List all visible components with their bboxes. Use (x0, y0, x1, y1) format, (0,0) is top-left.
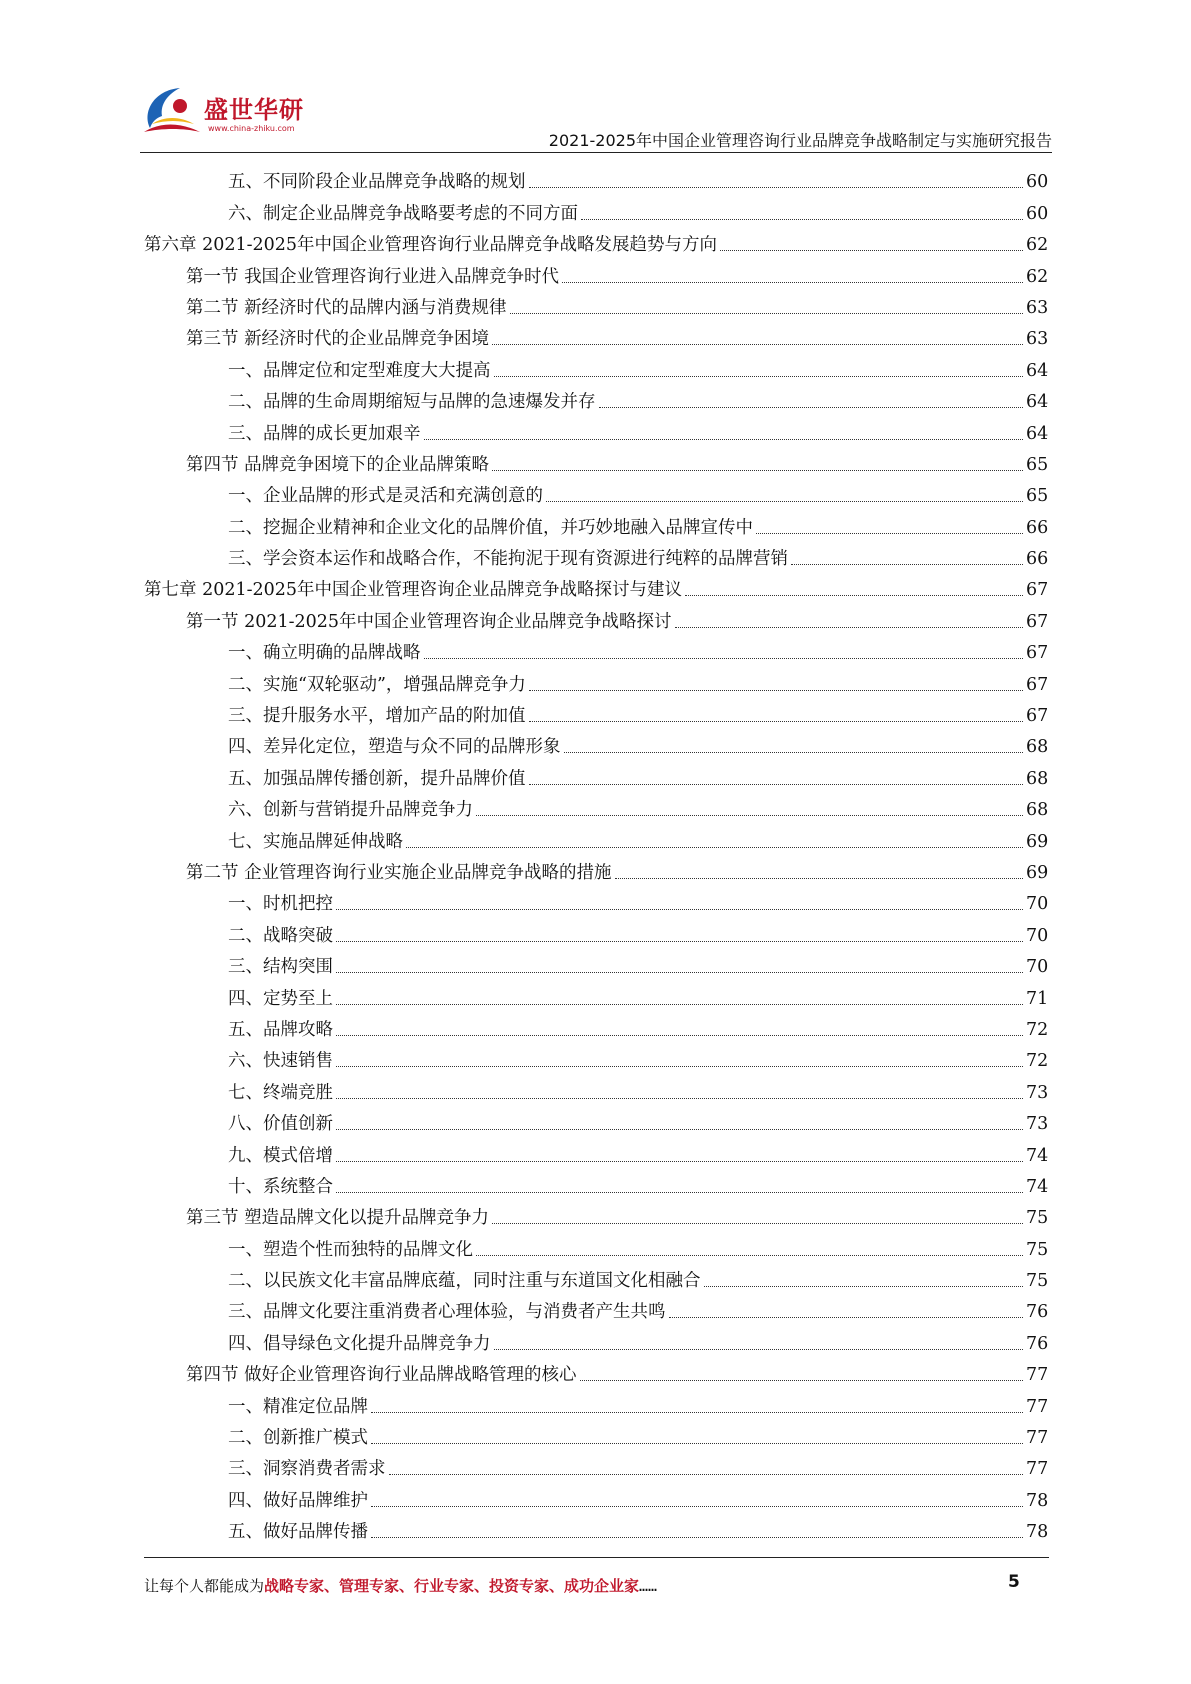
toc-dot-leader (336, 1129, 1023, 1130)
table-of-contents (144, 162, 1048, 1543)
toc-entry[interactable] (144, 570, 1048, 601)
toc-entry[interactable] (144, 727, 1048, 758)
toc-entry-title: 三、提升服务水平，增加产品的附加值 (228, 706, 526, 727)
logo-url: www.china-zhiku.com (208, 124, 295, 133)
toc-entry-title: 二、战略突破 (228, 925, 333, 946)
toc-entry[interactable] (144, 319, 1048, 350)
toc-entry[interactable] (144, 1292, 1048, 1323)
toc-entry-title: 六、制定企业品牌竞争战略要考虑的不同方面 (228, 203, 578, 224)
toc-entry[interactable] (144, 1198, 1048, 1229)
toc-entry[interactable] (144, 1072, 1048, 1103)
toc-entry-title: 第三节 塑造品牌文化以提升品牌竞争力 (186, 1208, 490, 1229)
toc-dot-leader (510, 313, 1023, 314)
toc-entry-page: 67 (1026, 674, 1049, 695)
toc-entry[interactable] (144, 1512, 1048, 1543)
toc-entry-page: 68 (1026, 737, 1049, 758)
toc-entry[interactable] (144, 978, 1048, 1009)
footer-slogan (144, 1575, 657, 1596)
toc-entry-page: 77 (1026, 1428, 1049, 1449)
toc-entry-page: 75 (1026, 1208, 1049, 1229)
toc-dot-leader (720, 250, 1023, 251)
header-divider (140, 152, 1052, 153)
toc-dot-leader (669, 1317, 1024, 1318)
toc-entry[interactable] (144, 696, 1048, 727)
toc-entry-page: 65 (1026, 454, 1049, 475)
toc-dot-leader (476, 815, 1023, 816)
toc-dot-leader (546, 501, 1023, 502)
toc-entry-title: 四、差异化定位，塑造与众不同的品牌形象 (228, 737, 561, 758)
toc-dot-leader (685, 595, 1023, 596)
footer-slogan-prefix: 让每个人都能成为 (144, 1577, 265, 1595)
company-logo (140, 82, 330, 146)
toc-dot-leader (406, 847, 1023, 848)
toc-entry-title: 一、品牌定位和定型难度大大提高 (228, 360, 491, 381)
toc-entry-title: 十、系统整合 (228, 1176, 333, 1197)
toc-dot-leader (371, 1506, 1023, 1507)
toc-dot-leader (336, 1161, 1023, 1162)
toc-entry[interactable] (144, 162, 1048, 193)
toc-entry[interactable] (144, 1041, 1048, 1072)
toc-entry-page: 66 (1026, 517, 1049, 538)
toc-dot-leader (494, 1349, 1024, 1350)
toc-entry-title: 五、做好品牌传播 (228, 1522, 368, 1543)
footer-divider (144, 1557, 1049, 1558)
toc-entry-page: 69 (1026, 862, 1049, 883)
toc-entry-title: 第一节 2021-2025年中国企业管理咨询企业品牌竞争战略探讨 (186, 611, 672, 632)
toc-entry[interactable] (144, 225, 1048, 256)
toc-entry-title: 二、以民族文化丰富品牌底蕴，同时注重与东道国文化相融合 (228, 1271, 701, 1292)
toc-entry-page: 72 (1026, 1019, 1049, 1040)
toc-entry-page: 67 (1026, 706, 1049, 727)
toc-entry[interactable] (144, 1418, 1048, 1449)
toc-entry-title: 一、精准定位品牌 (228, 1396, 368, 1417)
toc-dot-leader (371, 1443, 1023, 1444)
toc-entry-title: 九、模式倍增 (228, 1145, 333, 1166)
toc-dot-leader (336, 1004, 1023, 1005)
toc-entry-page: 65 (1026, 486, 1049, 507)
toc-entry[interactable] (144, 1449, 1048, 1480)
toc-dot-leader (336, 1098, 1023, 1099)
toc-entry-page: 78 (1026, 1522, 1049, 1543)
toc-dot-leader (336, 941, 1023, 942)
toc-entry-title: 二、创新推广模式 (228, 1428, 368, 1449)
toc-entry[interactable] (144, 507, 1048, 538)
toc-entry[interactable] (144, 1355, 1048, 1386)
toc-dot-leader (424, 658, 1024, 659)
toc-entry[interactable] (144, 1104, 1048, 1135)
toc-entry[interactable] (144, 1135, 1048, 1166)
toc-entry[interactable] (144, 664, 1048, 695)
toc-entry-page: 64 (1026, 360, 1049, 381)
toc-dot-leader (336, 1035, 1023, 1036)
toc-entry-page: 73 (1026, 1114, 1049, 1135)
toc-dot-leader (704, 1286, 1024, 1287)
toc-entry[interactable] (144, 1480, 1048, 1511)
toc-entry-title: 一、企业品牌的形式是灵活和充满创意的 (228, 486, 543, 507)
toc-dot-leader (336, 972, 1023, 973)
toc-dot-leader (336, 909, 1023, 910)
toc-dot-leader (371, 1537, 1023, 1538)
toc-entry-page: 64 (1026, 423, 1049, 444)
toc-dot-leader (562, 282, 1023, 283)
page-number: 5 (1008, 1572, 1020, 1592)
toc-entry[interactable] (144, 1261, 1048, 1292)
toc-entry-page: 78 (1026, 1490, 1049, 1511)
toc-entry-page: 62 (1026, 235, 1049, 256)
toc-entry-title: 一、确立明确的品牌战略 (228, 643, 421, 664)
toc-dot-leader (424, 439, 1024, 440)
toc-entry[interactable] (144, 601, 1048, 632)
toc-entry-page: 75 (1026, 1271, 1049, 1292)
toc-entry-title: 五、加强品牌传播创新，提升品牌价值 (228, 768, 526, 789)
toc-entry-title: 五、品牌攻略 (228, 1019, 333, 1040)
toc-entry-title: 三、洞察消费者需求 (228, 1459, 386, 1480)
toc-entry-page: 75 (1026, 1239, 1049, 1260)
toc-entry-title: 四、做好品牌维护 (228, 1490, 368, 1511)
toc-entry-page: 67 (1026, 643, 1049, 664)
toc-dot-leader (675, 627, 1023, 628)
toc-entry-title: 二、挖掘企业精神和企业文化的品牌价值，并巧妙地融入品牌宣传中 (228, 517, 753, 538)
toc-entry[interactable] (144, 1323, 1048, 1354)
toc-entry-title: 一、塑造个性而独特的品牌文化 (228, 1239, 473, 1260)
toc-entry-title: 第二节 企业管理咨询行业实施企业品牌竞争战略的措施 (186, 862, 612, 883)
toc-entry-page: 63 (1026, 329, 1049, 350)
toc-entry-page: 68 (1026, 768, 1049, 789)
toc-entry[interactable] (144, 633, 1048, 664)
toc-entry-page: 77 (1026, 1459, 1049, 1480)
toc-entry-title: 五、不同阶段企业品牌竞争战略的规划 (228, 172, 526, 193)
toc-dot-leader (476, 1255, 1023, 1256)
toc-entry[interactable] (144, 256, 1048, 287)
toc-entry-page: 60 (1026, 203, 1049, 224)
toc-entry[interactable] (144, 1010, 1048, 1041)
toc-entry[interactable] (144, 1386, 1048, 1417)
toc-dot-leader (371, 1412, 1023, 1413)
toc-entry-title: 三、品牌文化要注重消费者心理体验，与消费者产生共鸣 (228, 1302, 666, 1323)
toc-dot-leader (492, 1223, 1023, 1224)
toc-entry-page: 67 (1026, 611, 1049, 632)
footer-slogan-suffix: …… (639, 1577, 658, 1595)
toc-dot-leader (581, 219, 1023, 220)
toc-entry[interactable] (144, 288, 1048, 319)
toc-dot-leader (529, 784, 1024, 785)
logo-name: 盛世华研 (204, 96, 304, 124)
toc-dot-leader (336, 1192, 1023, 1193)
toc-entry-title: 第二节 新经济时代的品牌内涵与消费规律 (186, 297, 507, 318)
toc-entry[interactable] (144, 884, 1048, 915)
toc-entry-title: 第四节 做好企业管理咨询行业品牌战略管理的核心 (186, 1365, 577, 1386)
toc-entry[interactable] (144, 758, 1048, 789)
toc-entry[interactable] (144, 1167, 1048, 1198)
toc-entry-page: 74 (1026, 1145, 1049, 1166)
toc-entry-page: 77 (1026, 1396, 1049, 1417)
toc-entry-title: 三、学会资本运作和战略合作，不能拘泥于现有资源进行纯粹的品牌营销 (228, 549, 788, 570)
toc-dot-leader (336, 1066, 1023, 1067)
toc-dot-leader (564, 752, 1024, 753)
toc-dot-leader (580, 1380, 1023, 1381)
toc-entry-page: 68 (1026, 800, 1049, 821)
toc-dot-leader (492, 470, 1023, 471)
toc-entry-page: 63 (1026, 297, 1049, 318)
toc-entry-page: 70 (1026, 925, 1049, 946)
toc-entry-title: 二、实施“双轮驱动”，增强品牌竞争力 (228, 674, 526, 695)
footer-slogan-highlight: 战略专家、管理专家、行业专家、投资专家、成功企业家 (264, 1577, 640, 1595)
toc-entry-title: 六、快速销售 (228, 1051, 333, 1072)
toc-entry-title: 第六章 2021-2025年中国企业管理咨询行业品牌竞争战略发展趋势与方向 (144, 235, 718, 256)
toc-entry-page: 70 (1026, 957, 1049, 978)
toc-dot-leader (492, 344, 1023, 345)
toc-entry-title: 第四节 品牌竞争困境下的企业品牌策略 (186, 454, 490, 475)
toc-entry[interactable] (144, 476, 1048, 507)
toc-dot-leader (756, 533, 1023, 534)
toc-entry-title: 六、创新与营销提升品牌竞争力 (228, 800, 473, 821)
toc-dot-leader (615, 878, 1023, 879)
toc-entry-page: 62 (1026, 266, 1049, 287)
toc-entry-title: 三、结构突围 (228, 957, 333, 978)
toc-entry[interactable] (144, 350, 1048, 381)
toc-entry[interactable] (144, 445, 1048, 476)
toc-dot-leader (389, 1474, 1024, 1475)
toc-entry-title: 一、时机把控 (228, 894, 333, 915)
toc-entry-page: 70 (1026, 894, 1049, 915)
toc-entry-page: 77 (1026, 1365, 1049, 1386)
toc-entry-page: 74 (1026, 1176, 1049, 1197)
toc-entry-title: 三、品牌的成长更加艰辛 (228, 423, 421, 444)
toc-entry-title: 四、倡导绿色文化提升品牌竞争力 (228, 1333, 491, 1354)
toc-entry[interactable] (144, 790, 1048, 821)
toc-entry-title: 第一节 我国企业管理咨询行业进入品牌竞争时代 (186, 266, 560, 287)
toc-entry[interactable] (144, 382, 1048, 413)
toc-dot-leader (529, 721, 1024, 722)
toc-entry-title: 七、实施品牌延伸战略 (228, 831, 403, 852)
toc-entry-page: 64 (1026, 392, 1049, 413)
toc-entry[interactable] (144, 853, 1048, 884)
toc-entry-title: 八、价值创新 (228, 1114, 333, 1135)
toc-entry[interactable] (144, 539, 1048, 570)
toc-entry-page: 76 (1026, 1302, 1049, 1323)
toc-entry-page: 76 (1026, 1333, 1049, 1354)
toc-entry[interactable] (144, 947, 1048, 978)
toc-entry-page: 67 (1026, 580, 1049, 601)
toc-entry[interactable] (144, 193, 1048, 224)
toc-entry-page: 72 (1026, 1051, 1049, 1072)
page-header (140, 78, 1052, 154)
toc-entry-page: 60 (1026, 172, 1049, 193)
toc-dot-leader (494, 376, 1024, 377)
toc-entry-page: 73 (1026, 1082, 1049, 1103)
toc-entry-page: 71 (1026, 988, 1049, 1009)
logo-swoosh-icon (140, 82, 204, 146)
toc-entry[interactable] (144, 1229, 1048, 1260)
toc-entry-title: 四、定势至上 (228, 988, 333, 1009)
toc-entry[interactable] (144, 915, 1048, 946)
toc-dot-leader (529, 187, 1024, 188)
toc-entry[interactable] (144, 821, 1048, 852)
toc-entry-title: 第七章 2021-2025年中国企业管理咨询企业品牌竞争战略探讨与建议 (144, 580, 683, 601)
toc-entry-title: 七、终端竞胜 (228, 1082, 333, 1103)
toc-entry-title: 二、品牌的生命周期缩短与品牌的急速爆发并存 (228, 392, 596, 413)
toc-entry-title: 第三节 新经济时代的企业品牌竞争困境 (186, 329, 490, 350)
toc-dot-leader (599, 407, 1024, 408)
report-title: 2021-2025年中国企业管理咨询行业品牌竞争战略制定与实施研究报告 (548, 131, 1052, 150)
toc-entry-page: 66 (1026, 549, 1049, 570)
toc-dot-leader (791, 564, 1023, 565)
toc-entry[interactable] (144, 413, 1048, 444)
toc-entry-page: 69 (1026, 831, 1049, 852)
toc-dot-leader (529, 690, 1023, 691)
